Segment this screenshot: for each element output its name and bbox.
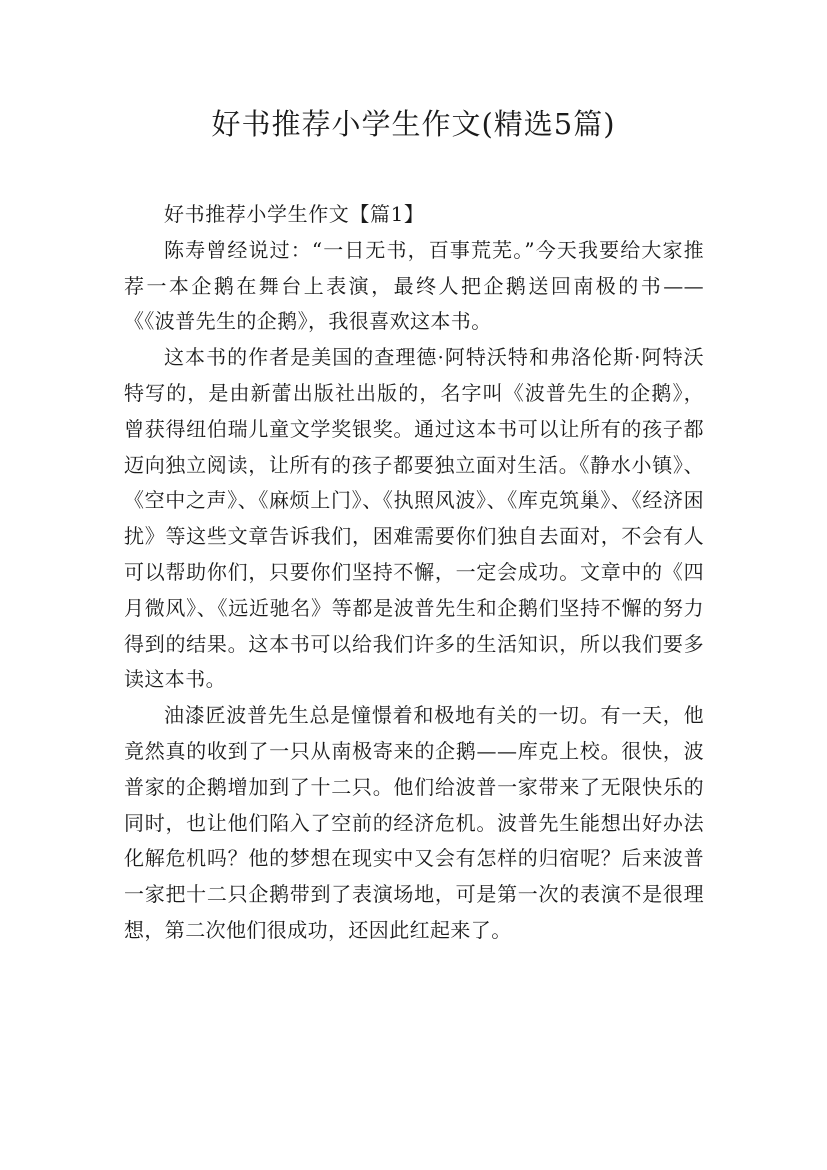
section-heading: 好书推荐小学生作文【篇1】 [164,202,425,226]
paragraph-2: 这本书的作者是美国的查理德·阿特沃特和弗洛伦斯·阿特沃特写的，是由新蕾出版社出版的，名字叫《波普先生的企鹅》，曾获得纽伯瑞儿童文学奖银奖。通过这本书可以让所有的孩子都迈向独立阅读，让所有的孩子都要独立面对生活。《静水小镇》、《空中之声》、《麻烦上门》、《执照风波》、《库克筑巢》、《经济困扰》等这些文章告诉我们，困难需要你们独自去面对，不会有人可以帮助你们，只要你们坚持不懈，一定会成功。文章中的《四月微风》、《远近驰名》等都是波普先生和企鹅们坚持不懈的努力得到的结果。这本书可以给我们许多的生活知识，所以我们要多读这本书。 [124,345,704,692]
document-body [124,197,704,949]
paragraph-1: 陈寿曾经说过：“一日无书，百事荒芜。”今天我要给大家推荐一本企鹅在舞台上表演，最终人把企鹅送回南极的书——《《波普先生的企鹅》，我很喜欢这本书。 [124,237,704,334]
document-title: 好书推荐小学生作文(精选5篇) [211,107,616,141]
paragraph-3: 油漆匠波普先生总是憧憬着和极地有关的一切。有一天，他竟然真的收到了一只从南极寄来的企鹅——库克上校。很快，波普家的企鹅增加到了十二只。他们给波普一家带来了无限快乐的同时，也让他们陷入了空前的经济危机。波普先生能想出好办法化解危机吗？他的梦想在现实中又会有怎样的归宿呢？后来波普一家把十二只企鹅带到了表演场地，可是第一次的表演不是很理想，第二次他们很成功，还因此红起来了。 [124,703,704,942]
